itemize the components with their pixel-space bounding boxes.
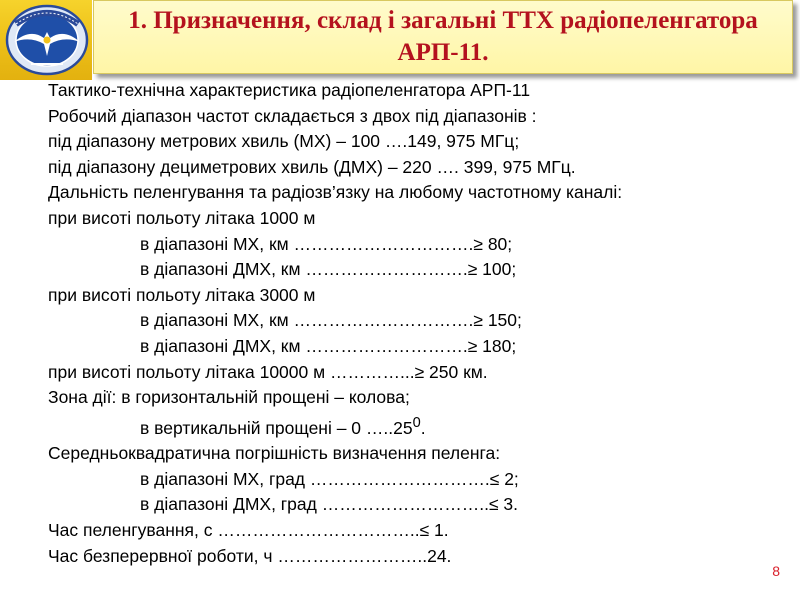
page-number: 8 [772, 563, 780, 579]
text-line: в діапазоні МХ, км ………………………….≥ 150; [140, 310, 522, 331]
slide-title-line1: 1. Призначення, склад і загальні ТТХ радіопеленгатора [128, 7, 758, 34]
specification-text [48, 78, 788, 569]
slide-title-line2: АРП-11. [397, 39, 489, 66]
text-line: під діапазону метрових хвиль (МХ) – 100 ….149, 975 МГц; [48, 131, 520, 152]
text-segment: . [420, 417, 426, 438]
text-line: в діапазоні ДМХ, км ……………………….≥ 100; [140, 259, 517, 280]
text-line: Тактико-технічна характеристика радіопеленгатора АРП-11 [48, 80, 531, 100]
text-line: в діапазоні ДМХ, град ………………………..≤ 3. [140, 494, 519, 515]
university-emblem-icon [4, 2, 90, 78]
text-line [48, 411, 788, 441]
slide-title-box [93, 0, 793, 74]
text-line: Середньоквадратична погрішність визначення пеленга: [48, 443, 501, 464]
text-line: при висоті польоту літака 1000 м [48, 207, 316, 228]
text-segment: в вертикальній прощені – 0 …..25 [140, 417, 413, 438]
text-line: Дальність пеленгування та радіозв’язку на любому частотному каналі: [48, 182, 623, 203]
text-line: Час безперервної роботи, ч ……………………..24. [48, 545, 452, 566]
text-line: при висоті польоту літака 10000 м …………...≥ 250 км. [48, 361, 488, 382]
text-line: Робочий діапазон частот складається з двох під діапазонів : [48, 105, 537, 126]
text-line: в діапазоні МХ, град ………………………….≤ 2; [140, 468, 519, 489]
text-line: Зона дії: в горизонтальній прощені – колова; [48, 387, 410, 408]
superscript-degree: 0 [412, 414, 421, 431]
text-line: при висоті польоту літака 3000 м [48, 284, 316, 305]
text-line: Час пеленгування, с ……………………………..≤ 1. [48, 519, 449, 540]
text-line: під діапазону дециметрових хвиль (ДМХ) – 220 …. 399, 975 МГц. [48, 156, 576, 177]
text-line: в діапазоні ДМХ, км ……………………….≥ 180; [140, 335, 517, 356]
slide-title [118, 5, 768, 69]
text-line: в діапазоні МХ, км ………………………….≥ 80; [140, 233, 513, 254]
